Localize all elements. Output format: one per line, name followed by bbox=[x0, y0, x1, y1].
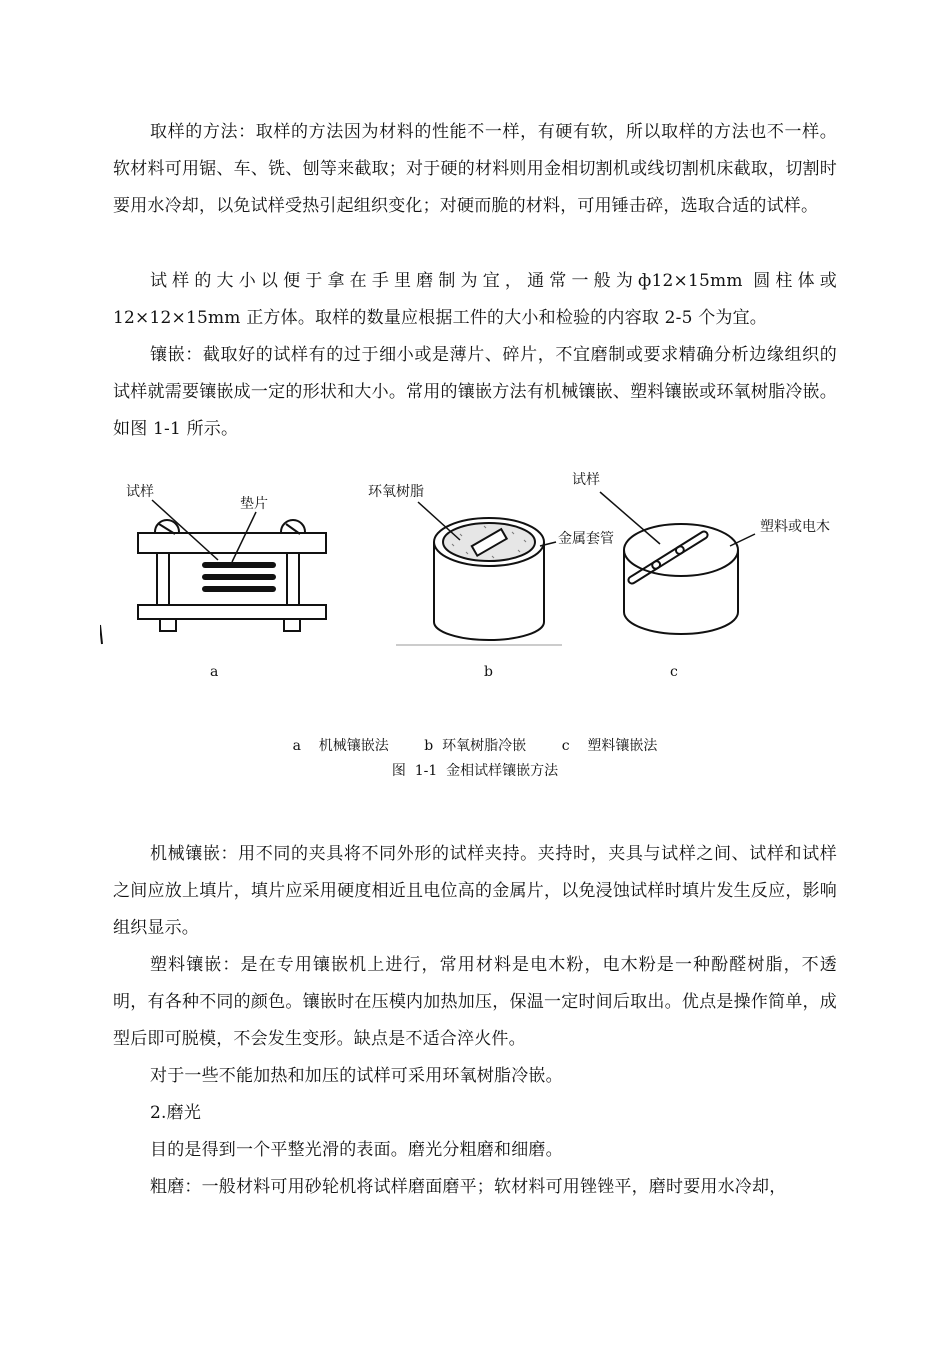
clamp-top-bar bbox=[138, 533, 326, 553]
clamped-specimens bbox=[202, 562, 276, 592]
clamp-bolt-left bbox=[157, 553, 169, 605]
leader-a-specimen bbox=[152, 500, 218, 560]
paragraph-epoxy-cold-mounting: 对于一些不能加热和加压的试样可采用环氧树脂冷嵌。 bbox=[150, 1066, 563, 1086]
figure-mounting-methods bbox=[100, 462, 860, 692]
paragraph-mounting: 镶嵌：截取好的试样有的过于细小或是薄片、碎片，不宜磨制或要求精确分析边缘组织的试样就需要镶嵌成一定的形状和大小。常用的镶嵌方法有机械镶嵌、塑料镶嵌或环氧树脂冷嵌。如图 1-1 所示。 bbox=[113, 345, 837, 439]
sublabel-c: c bbox=[670, 664, 678, 680]
label-c-plastic: 塑料或电木 bbox=[760, 519, 830, 535]
paragraph-grinding-purpose: 目的是得到一个平整光滑的表面。磨光分粗磨和细磨。 bbox=[150, 1140, 563, 1160]
paragraph-plastic-mounting: 塑料镶嵌：是在专用镶嵌机上进行，常用材料是电木粉，电木粉是一种酚醛树脂，不透明，有各种不同的颜色。镶嵌时在压模内加热加压，保温一定时间后取出。优点是操作简单，成型后即可脱模，不会发生变形。缺点是不适合淬火件。 bbox=[113, 955, 837, 1049]
figure-caption-title: 图 1-1 金相试样镶嵌方法 bbox=[391, 763, 559, 779]
paragraph-mechanical-mounting: 机械镶嵌：用不同的夹具将不同外形的试样夹持。夹持时，夹具与试样之间、试样和试样之间应放上填片，填片应采用硬度相近且电位高的金属片，以免浸蚀试样时填片发生反应，影响组织显示。 bbox=[113, 844, 837, 938]
figure-caption-methods: a 机械镶嵌法 b 环氧树脂冷嵌 c 塑料镶嵌法 bbox=[292, 738, 658, 754]
margin-mark bbox=[100, 625, 102, 644]
label-a-shim: 垫片 bbox=[240, 496, 268, 512]
plastic-top-face bbox=[624, 524, 738, 576]
paragraph-sampling-method: 取样的方法：取样的方法因为材料的性能不一样，有硬有软，所以取样的方法也不一样。软材料可用锯、车、铣、刨等来截取；对于硬的材料则用金相切割机或线切割机床截取，切割时要用水冷却，以免试样受热引起组织变化；对硬而脆的材料，可用锤击碎，选取合适的试样。 bbox=[113, 122, 837, 216]
figure-drawing bbox=[100, 462, 860, 692]
clamp-nut-left bbox=[160, 619, 176, 631]
clamp-nut-right bbox=[284, 619, 300, 631]
clamp-bottom-bar bbox=[138, 605, 326, 619]
paragraph-sample-size: 试样的大小以便于拿在手里磨制为宜，通常一般为ф12×15mm 圆柱体或 12×12×15mm 正方体。取样的数量应根据工件的大小和检验的内容取 2-5 个为宜。 bbox=[113, 271, 837, 328]
section-heading-grinding: 2.磨光 bbox=[150, 1103, 202, 1123]
label-b-sleeve: 金属套管 bbox=[558, 531, 614, 547]
label-a-specimen: 试样 bbox=[126, 484, 154, 500]
sublabel-a: a bbox=[210, 664, 219, 680]
sublabel-b: b bbox=[484, 664, 493, 680]
clamp-bolt-right bbox=[287, 553, 299, 605]
label-c-specimen: 试样 bbox=[572, 472, 600, 488]
paragraph-coarse-grinding: 粗磨：一般材料可用砂轮机将试样磨面磨平；软材料可用锉锉平，磨时要用水冷却， bbox=[150, 1177, 787, 1197]
label-b-epoxy: 环氧树脂 bbox=[368, 484, 424, 500]
leader-a-shim bbox=[232, 512, 256, 562]
